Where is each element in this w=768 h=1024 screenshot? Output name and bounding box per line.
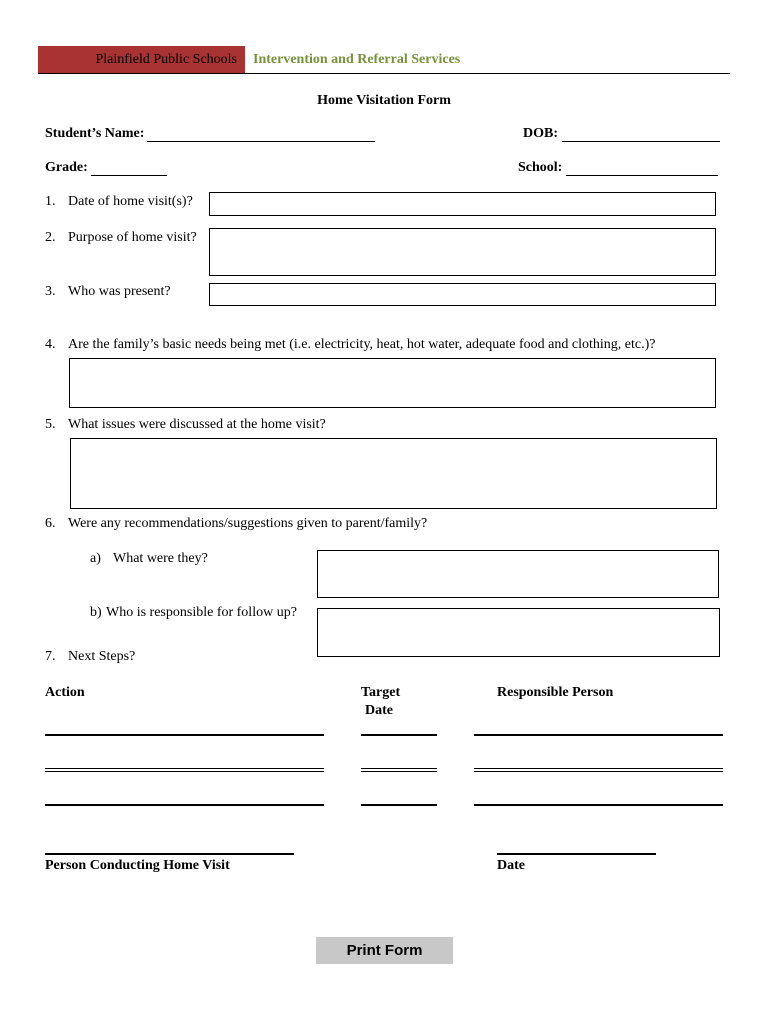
school-field[interactable] <box>566 175 718 176</box>
purpose-input[interactable] <box>209 228 716 276</box>
sub-question-who-responsible: Who is responsible for follow up? <box>106 605 297 620</box>
who-present-input[interactable] <box>209 283 716 306</box>
responsible-person-field[interactable] <box>474 768 723 772</box>
person-conducting-label: Person Conducting Home Visit <box>45 858 230 873</box>
grade-label: Grade: <box>45 160 88 175</box>
question-recommendations: Were any recommendations/suggestions given to parent/family? <box>68 516 428 531</box>
sub-question-letter: a) <box>90 551 101 566</box>
school-label: School: <box>518 160 563 175</box>
question-number: 3. <box>45 284 56 299</box>
person-conducting-field[interactable] <box>45 853 294 855</box>
recommendations-input[interactable] <box>317 550 719 598</box>
responsible-person-field[interactable] <box>474 734 723 736</box>
signature-date-label: Date <box>497 858 525 873</box>
question-basic-needs: Are the family’s basic needs being met (i.e. electricity, heat, hot water, adequate food and clothing, etc.)? <box>68 337 656 352</box>
target-date-header: Target <box>361 685 401 700</box>
question-number: 7. <box>45 649 56 664</box>
visit-date-input[interactable] <box>209 192 716 216</box>
question-number: 5. <box>45 417 56 432</box>
responsible-person-header: Responsible Person <box>497 685 614 700</box>
department-name: Intervention and Referral Services <box>253 52 461 67</box>
follow-up-input[interactable] <box>317 608 720 657</box>
header-divider-left <box>38 73 245 74</box>
signature-date-field[interactable] <box>497 853 656 855</box>
question-purpose: Purpose of home visit? <box>68 230 197 245</box>
question-number: 4. <box>45 337 56 352</box>
basic-needs-input[interactable] <box>69 358 716 408</box>
question-who-present: Who was present? <box>68 284 171 299</box>
action-field[interactable] <box>45 768 324 772</box>
form-title: Home Visitation Form <box>317 93 451 108</box>
question-issues-discussed: What issues were discussed at the home visit? <box>68 417 326 432</box>
dob-field[interactable] <box>562 141 720 142</box>
question-number: 6. <box>45 516 56 531</box>
issues-discussed-input[interactable] <box>70 438 717 509</box>
responsible-person-field[interactable] <box>474 804 723 806</box>
grade-field[interactable] <box>91 175 167 176</box>
action-field[interactable] <box>45 734 324 736</box>
target-date-header-line2: Date <box>365 703 393 718</box>
sub-question-letter: b) <box>90 605 102 620</box>
print-form-button[interactable]: Print Form <box>316 937 453 964</box>
dob-label: DOB: <box>523 126 558 141</box>
sub-question-what: What were they? <box>113 551 208 566</box>
action-header: Action <box>45 685 85 700</box>
target-date-field[interactable] <box>361 768 437 772</box>
target-date-field[interactable] <box>361 804 437 806</box>
question-number: 2. <box>45 230 56 245</box>
question-number: 1. <box>45 194 56 209</box>
action-field[interactable] <box>45 804 324 806</box>
header-divider <box>245 73 730 74</box>
student-name-label: Student’s Name: <box>45 126 145 141</box>
school-name: Plainfield Public Schools <box>95 52 237 67</box>
question-visit-date: Date of home visit(s)? <box>68 194 193 209</box>
student-name-field[interactable] <box>147 141 375 142</box>
question-next-steps: Next Steps? <box>68 649 136 664</box>
target-date-field[interactable] <box>361 734 437 736</box>
